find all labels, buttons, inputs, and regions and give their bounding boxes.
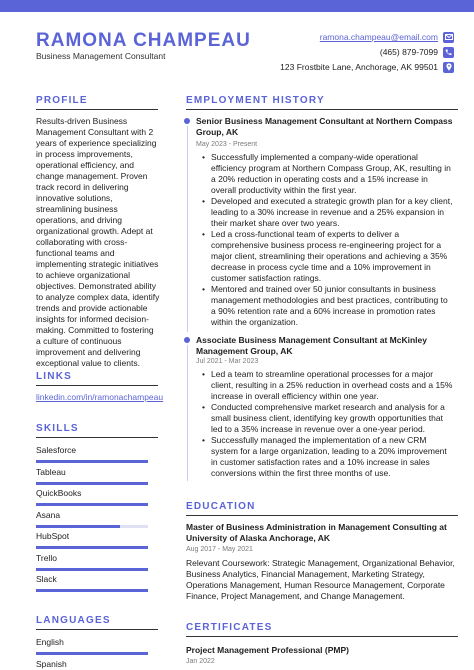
skill-level-fill: [36, 525, 120, 528]
email-icon: [443, 32, 454, 43]
skill-level-bar: [36, 525, 148, 528]
timeline-dot: [184, 118, 190, 124]
job-bullets: [202, 369, 454, 479]
skill-name: HubSpot: [36, 531, 70, 541]
contact-phone-row: [280, 45, 454, 59]
skill-item: [36, 552, 148, 571]
skill-level-fill: [36, 503, 148, 506]
skill-level-fill: [36, 568, 148, 571]
email-link[interactable]: ramona.champeau@email.com: [319, 32, 438, 42]
job-bullet: • Successfully implemented a company-wide operational efficiency program at Northern Compass Group, AK, resulting in a 20% reduction in operating costs and a 15% increase in overall productivity within the first year.: [202, 152, 454, 196]
education-rule: [186, 515, 458, 516]
certificates-heading: CERTIFICATES: [186, 622, 273, 633]
location-pin-icon: [443, 62, 454, 73]
job-date: May 2023 - Present: [196, 141, 258, 148]
contact-block: [280, 30, 454, 75]
contact-email-row: [280, 30, 454, 44]
employment-rule: [186, 109, 458, 110]
language-name: Spanish: [36, 658, 67, 669]
certificate-date: Jan 2022: [186, 658, 215, 665]
links-heading: LINKS: [36, 371, 72, 382]
language-item: [36, 636, 148, 655]
skill-name: Slack: [36, 574, 57, 584]
profile-heading: PROFILE: [36, 95, 88, 106]
skill-level-bar: [36, 568, 148, 571]
language-level-fill: [36, 652, 148, 655]
skills-rule: [36, 437, 158, 438]
languages-heading: LANGUAGES: [36, 615, 111, 626]
profile-text: Results-driven Business Management Consultant with 2 years of experience specializing in process improvements, operational efficiency, and change management. Proven track record in delivering innovative solutions, streamlining business operations, and driving organizational growth. Adept at collaborating with cross-functional teams and implementing strategic initiatives to achieve organizational objectives. Demonstrated ability to analyze complex data, identify trends and provide actionable insights for informed decision-making. Committed to fostering a culture of continuous improvement and delivering exceptional value to clients.: [36, 116, 160, 368]
skill-name: QuickBooks: [36, 488, 82, 498]
contact-address-row: [280, 60, 454, 74]
job-bullet: • Led a team to streamline operational processes for a major client, resulting in a 25% reduction in overhead costs and a 15% increase in overall efficiency within one year.: [202, 369, 454, 402]
skill-item: [36, 530, 148, 549]
job-bullets: [202, 152, 454, 328]
skill-name: Asana: [36, 509, 61, 520]
certificates-rule: [186, 636, 458, 637]
skill-item: [36, 573, 148, 592]
job-bullet: • Developed and executed a strategic growth plan for a key client, leading to a 30% increase in revenue and a 25% expansion in their market share over two years.: [202, 196, 454, 229]
candidate-name: RAMONA CHAMPEAU: [36, 30, 251, 51]
language-level-bar: [36, 652, 148, 655]
skill-level-fill: [36, 482, 148, 485]
skill-level-bar: [36, 460, 148, 463]
skill-item: [36, 466, 148, 485]
skill-level-bar: [36, 589, 148, 592]
skill-name: Salesforce: [36, 445, 77, 455]
skill-level-fill: [36, 546, 148, 549]
skill-level-bar: [36, 546, 148, 549]
timeline-dot: [184, 337, 190, 343]
linkedin-link[interactable]: linkedin.com/in/ramonachampeau: [36, 392, 164, 402]
skill-level-bar: [36, 482, 148, 485]
skill-item: [36, 487, 148, 506]
degree-title: Master of Business Administration in Management Consulting at University of Alaska Anchorage, AK: [186, 522, 447, 543]
skill-level-fill: [36, 460, 148, 463]
coursework-text: Relevant Coursework: Strategic Management, Organizational Behavior, Business Analytics, Financial Management, Marketing Strategy, Operations Management, Human Resource Management, Corporate Finance, Project Management, and Change Management.: [186, 558, 455, 601]
skill-name: Tableau: [36, 466, 66, 477]
language-item: [36, 658, 148, 670]
timeline-line: [187, 126, 188, 332]
certificate-name: Project Management Professional (PMP): [186, 645, 349, 655]
language-name: English: [36, 637, 64, 647]
employment-heading: EMPLOYMENT HISTORY: [186, 95, 325, 106]
education-heading: EDUCATION: [186, 501, 256, 512]
timeline-line: [187, 345, 188, 481]
skill-level-fill: [36, 589, 148, 592]
address-text: 123 Frostbite Lane, Anchorage, AK 99501: [280, 62, 438, 72]
job-date: Jul 2021 - Mar 2023: [196, 358, 259, 365]
skill-level-bar: [36, 503, 148, 506]
links-rule: [36, 385, 158, 386]
skill-item: [36, 444, 148, 463]
candidate-subtitle: Business Management Consultant: [36, 51, 166, 61]
job-bullet: • Successfully managed the implementation of a new CRM system for a large organization, leading to a 20% improvement in customer satisfaction rates and a 10% increase in sales conversions within the first three months of use.: [202, 435, 454, 479]
job-bullet: • Conducted comprehensive market research and analysis for a small business client, identifying key growth opportunities that led to a 35% increase in revenue over a one-year period.: [202, 402, 454, 435]
languages-rule: [36, 629, 158, 630]
phone-icon: [443, 47, 454, 58]
profile-rule: [36, 109, 158, 110]
degree-date: Aug 2017 - May 2021: [186, 546, 253, 553]
job-title: Senior Business Management Consultant at Northern Compass Group, AK: [196, 116, 453, 137]
skills-heading: SKILLS: [36, 423, 79, 434]
phone-number: (465) 879-7099: [379, 47, 438, 57]
job-title: Associate Business Management Consultant at McKinley Management Group, AK: [196, 335, 427, 356]
job-bullet: • Mentored and trained over 50 junior consultants in business management methodologies and best practices, contributing to a 90% retention rate and a 60% increase in promotion rates within the organization.: [202, 284, 454, 328]
skill-name: Trello: [36, 552, 57, 563]
skill-item: [36, 509, 148, 528]
job-bullet: • Led a cross-functional team of experts to deliver a comprehensive business process re-engineering project for a major client, streamlining their operations and achieving a 35% decrease in process cycle time and a 10% improvement in customer satisfaction ratings.: [202, 229, 454, 284]
top-accent-bar: [0, 0, 474, 12]
